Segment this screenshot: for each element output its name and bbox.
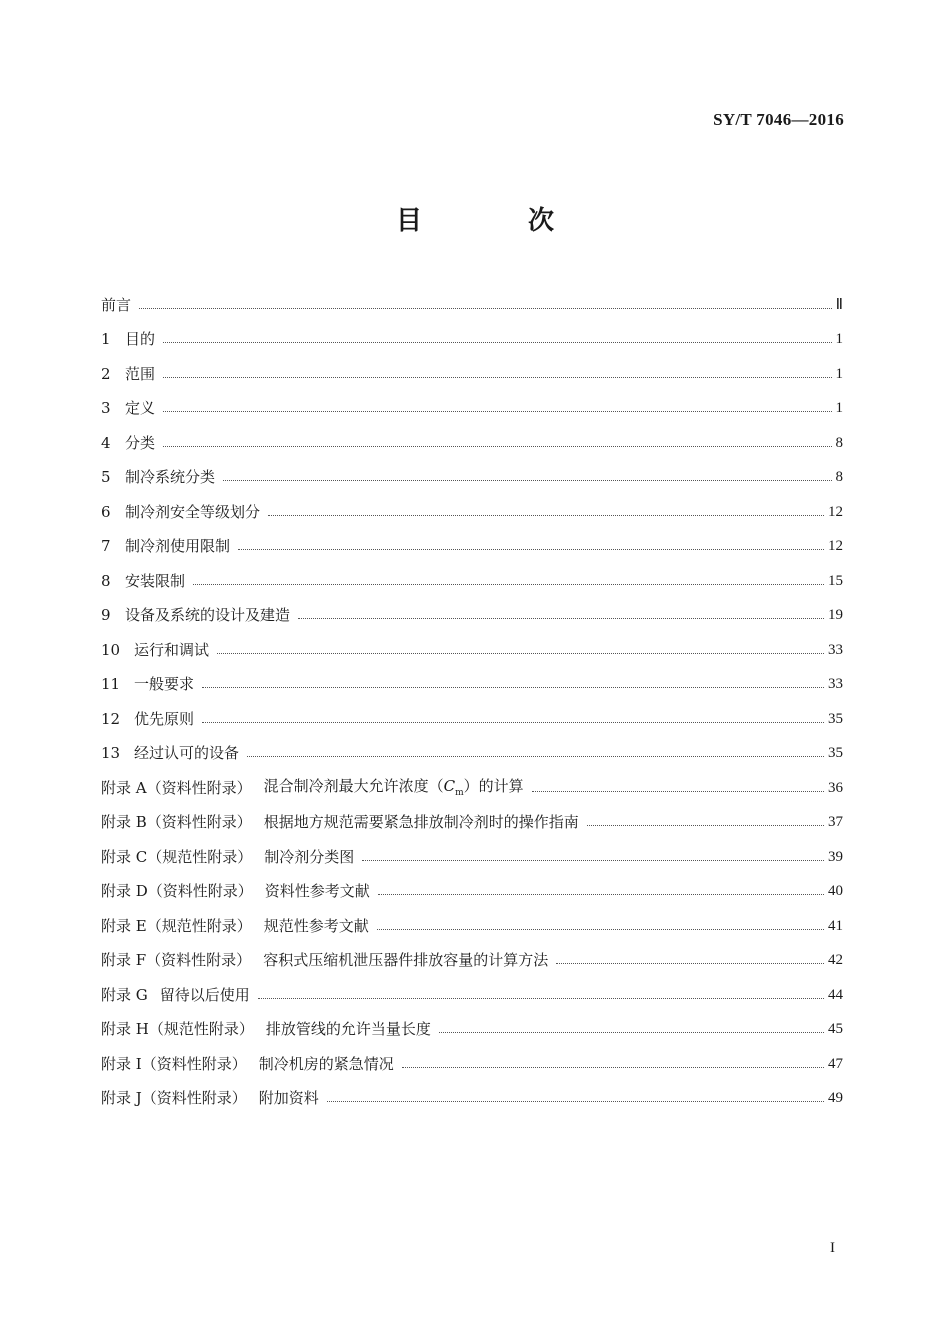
toc-row[interactable]: [101, 1082, 843, 1117]
toc-label-variable: C: [443, 776, 456, 795]
toc-leader-dots: [238, 549, 824, 550]
toc-number: 6: [101, 502, 111, 521]
toc-page: 1: [835, 365, 843, 382]
toc-label: 定义: [125, 399, 156, 418]
toc-page: 12: [828, 538, 843, 555]
toc-row[interactable]: [101, 1013, 843, 1048]
toc-row[interactable]: [101, 875, 843, 910]
toc-page: 12: [828, 503, 843, 520]
toc-row[interactable]: [101, 909, 843, 944]
toc-row[interactable]: [101, 530, 843, 565]
toc-page: 35: [828, 710, 843, 727]
toc-label: 目的: [125, 330, 156, 349]
toc-leader-dots: [362, 860, 824, 861]
toc-appendix-number: 附录 E（规范性附录）: [101, 916, 252, 935]
toc-page: 1: [835, 331, 843, 348]
toc-leader-dots: [163, 446, 831, 447]
toc-label: 一般要求: [134, 675, 195, 694]
toc-page: 44: [828, 986, 843, 1003]
toc-label: 制冷剂安全等级划分: [125, 502, 261, 521]
toc-page: 42: [828, 952, 843, 969]
toc-leader-dots: [247, 756, 824, 757]
page-number: I: [830, 1240, 835, 1256]
table-of-contents: [101, 288, 843, 1116]
toc-row[interactable]: [101, 737, 843, 772]
toc-page: 8: [835, 469, 843, 486]
toc-appendix-number: 附录 G: [101, 985, 148, 1004]
toc-row[interactable]: [101, 771, 843, 806]
toc-label: 规范性参考文献: [263, 916, 369, 935]
toc-number: 8: [101, 571, 111, 590]
toc-row[interactable]: [101, 357, 843, 392]
toc-label: 前言: [101, 295, 132, 314]
toc-label: 设备及系统的设计及建造: [125, 606, 291, 625]
toc-page: 8: [835, 434, 843, 451]
toc-leader-dots: [202, 687, 824, 688]
toc-row[interactable]: [101, 633, 843, 668]
toc-appendix-number: 附录 A（资料性附录）: [101, 778, 252, 797]
toc-label: 制冷系统分类: [125, 468, 216, 487]
toc-page: 33: [828, 641, 843, 658]
toc-label: 排放管线的允许当量长度: [265, 1020, 431, 1039]
toc-row[interactable]: [101, 426, 843, 461]
toc-label: 制冷机房的紧急情况: [258, 1054, 394, 1073]
toc-label: 制冷剂分类图: [264, 847, 355, 866]
toc-number: 2: [101, 364, 111, 383]
toc-row[interactable]: [101, 461, 843, 496]
toc-number: 10: [101, 640, 121, 659]
toc-row[interactable]: [101, 978, 843, 1013]
toc-leader-dots: [139, 308, 832, 309]
toc-label-start: 混合制冷剂最大允许浓度（: [263, 776, 444, 795]
toc-leader-dots: [163, 342, 831, 343]
toc-row[interactable]: [101, 564, 843, 599]
toc-label: 安装限制: [125, 571, 186, 590]
toc-number: 4: [101, 433, 111, 452]
toc-page: 19: [828, 607, 843, 624]
toc-row[interactable]: [101, 599, 843, 634]
toc-page: 36: [828, 779, 843, 796]
toc-leader-dots: [298, 618, 824, 619]
toc-page: 49: [828, 1090, 843, 1107]
toc-label: 范围: [125, 364, 156, 383]
toc-leader-dots: [193, 584, 824, 585]
toc-appendix-number: 附录 F（资料性附录）: [101, 951, 252, 970]
toc-leader-dots: [223, 480, 831, 481]
toc-page: 33: [828, 676, 843, 693]
toc-row[interactable]: [101, 323, 843, 358]
standard-code: SY/T 7046—2016: [713, 110, 844, 129]
toc-page: 39: [828, 848, 843, 865]
toc-row[interactable]: [101, 806, 843, 841]
toc-leader-dots: [217, 653, 824, 654]
toc-row[interactable]: [101, 1047, 843, 1082]
toc-appendix-number: 附录 J（资料性附录）: [101, 1089, 247, 1108]
toc-label: 制冷剂使用限制: [125, 537, 231, 556]
toc-number: 11: [101, 675, 121, 694]
toc-number: 3: [101, 399, 111, 418]
toc-appendix-number: 附录 D（资料性附录）: [101, 882, 253, 901]
toc-label: 附加资料: [258, 1089, 319, 1108]
toc-number: 5: [101, 468, 111, 487]
toc-appendix-number: 附录 B（资料性附录）: [101, 813, 252, 832]
toc-row[interactable]: [101, 840, 843, 875]
toc-row[interactable]: [101, 944, 843, 979]
page-title: 目 次: [395, 206, 594, 236]
toc-label: 经过认可的设备: [134, 744, 240, 763]
toc-label: 资料性参考文献: [264, 882, 370, 901]
toc-appendix-number: 附录 C（规范性附录）: [101, 847, 253, 866]
toc-leader-dots: [163, 377, 831, 378]
toc-row[interactable]: [101, 702, 843, 737]
toc-leader-dots: [402, 1067, 824, 1068]
toc-page: 47: [828, 1055, 843, 1072]
toc-leader-dots: [258, 998, 824, 999]
toc-page: 40: [828, 883, 843, 900]
toc-leader-dots: [587, 825, 824, 826]
toc-page: Ⅱ: [835, 296, 843, 313]
toc-page: 1: [835, 400, 843, 417]
toc-number: 9: [101, 606, 111, 625]
toc-page: 35: [828, 745, 843, 762]
toc-appendix-number: 附录 I（资料性附录）: [101, 1054, 247, 1073]
toc-page: 41: [828, 917, 843, 934]
toc-label-subscript: m: [455, 787, 464, 798]
toc-leader-dots: [163, 411, 831, 412]
toc-label: 运行和调试: [134, 640, 210, 659]
toc-number: 13: [101, 744, 121, 763]
toc-label: [263, 776, 524, 798]
toc-label: 留待以后使用: [159, 985, 250, 1004]
toc-leader-dots: [556, 963, 824, 964]
toc-leader-dots: [327, 1101, 824, 1102]
toc-label: 根据地方规范需要紧急排放制冷剂时的操作指南: [263, 813, 579, 832]
toc-appendix-number: 附录 H（规范性附录）: [101, 1020, 254, 1039]
toc-label: 容积式压缩机泄压器件排放容量的计算方法: [263, 951, 549, 970]
toc-label-end: ）的计算: [463, 776, 524, 795]
toc-leader-dots: [378, 894, 824, 895]
toc-number: 12: [101, 709, 121, 728]
toc-row[interactable]: [101, 392, 843, 427]
toc-leader-dots: [268, 515, 824, 516]
toc-label: 分类: [125, 433, 156, 452]
toc-row[interactable]: [101, 495, 843, 530]
toc-page: 45: [828, 1021, 843, 1038]
toc-row[interactable]: [101, 288, 843, 323]
toc-number: 1: [101, 330, 111, 349]
toc-leader-dots: [202, 722, 824, 723]
toc-number: 7: [101, 537, 111, 556]
toc-leader-dots: [532, 791, 824, 792]
toc-leader-dots: [377, 929, 824, 930]
toc-page: 15: [828, 572, 843, 589]
toc-label: 优先原则: [134, 709, 195, 728]
toc-row[interactable]: [101, 668, 843, 703]
toc-page: 37: [828, 814, 843, 831]
toc-leader-dots: [439, 1032, 824, 1033]
